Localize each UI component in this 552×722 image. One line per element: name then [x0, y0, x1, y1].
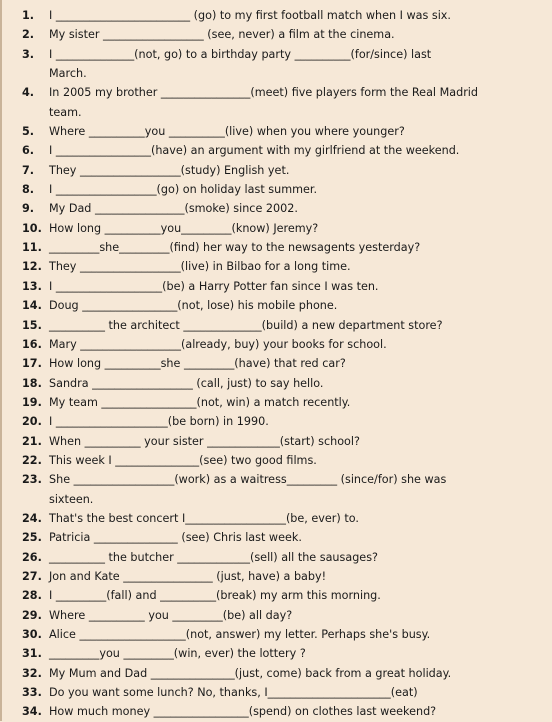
item-number: 6. — [22, 144, 35, 158]
exercise-item — [22, 354, 538, 373]
exercise-item — [22, 83, 538, 102]
exercise-item — [22, 509, 538, 528]
item-continuation: March. — [49, 67, 87, 81]
exercise-item — [22, 238, 538, 257]
item-continuation: team. — [49, 105, 82, 119]
item-sentence: Where __________ you _________(be) all day? — [49, 608, 293, 622]
item-sentence: I _________(fall) and __________(break) my arm this morning. — [49, 589, 381, 603]
item-number: 5. — [22, 125, 35, 139]
item-number: 3. — [22, 47, 35, 61]
item-number: 31. — [22, 647, 42, 661]
exercise-item — [22, 219, 538, 238]
item-number: 17. — [22, 357, 42, 371]
item-sentence: My Mum and Dad _______________(just, come) back from a great holiday. — [49, 666, 452, 680]
item-sentence: My team _________________(not, win) a match recently. — [49, 395, 351, 409]
item-number: 16. — [22, 337, 42, 351]
item-number: 8. — [22, 183, 35, 197]
item-sentence: I ______________(not, go) to a birthday party __________(for/since) last — [49, 47, 432, 61]
item-sentence: When __________ your sister _____________(start) school? — [49, 434, 360, 448]
item-sentence: This week I _______________(see) two good films. — [49, 453, 317, 467]
exercise-item — [22, 567, 538, 586]
item-number: 25. — [22, 531, 42, 545]
item-number: 11. — [22, 241, 42, 255]
item-continuation: sixteen. — [49, 492, 94, 506]
exercise-item — [22, 316, 538, 335]
item-sentence: I _________________(have) an argument with my girlfriend at the weekend. — [49, 144, 460, 158]
exercise-item — [22, 412, 538, 431]
item-number: 26. — [22, 550, 42, 564]
item-sentence: They __________________(study) English yet. — [49, 163, 290, 177]
item-sentence: My Dad ________________(smoke) since 2002. — [49, 202, 298, 216]
exercise-item — [22, 122, 538, 141]
item-number: 15. — [22, 318, 42, 332]
item-sentence: I ____________________(be born) in 1990. — [49, 415, 269, 429]
exercise-item — [22, 683, 538, 702]
item-sentence: Do you want some lunch? No, thanks, I______________________(eat) — [49, 686, 418, 700]
exercise-item — [22, 586, 538, 605]
item-number: 30. — [22, 628, 42, 641]
item-number: 22. — [22, 453, 42, 467]
item-sentence: That's the best concert I__________________(be, ever) to. — [49, 511, 359, 525]
exercise-item — [22, 335, 538, 354]
item-number: 24. — [22, 511, 42, 525]
item-sentence: I __________________(go) on holiday last summer. — [49, 183, 318, 197]
item-sentence: They __________________(live) in Bilbao for a long time. — [49, 260, 351, 274]
exercise-item — [22, 161, 538, 180]
item-number: 28. — [22, 589, 42, 603]
item-number: 27. — [22, 569, 42, 583]
item-sentence: Alice ___________________(not, answer) my letter. Perhaps she's busy. — [49, 628, 431, 641]
exercise-item — [22, 664, 538, 683]
item-number: 33. — [22, 686, 42, 700]
exercise-item — [22, 45, 538, 64]
item-number: 9. — [22, 202, 35, 216]
item-number: 10. — [22, 221, 42, 235]
exercise-item — [22, 644, 538, 663]
item-number: 34. — [22, 705, 42, 719]
exercise-item — [22, 528, 538, 547]
exercise-item — [22, 606, 538, 625]
item-sentence: Patricia _______________ (see) Chris last week. — [49, 531, 302, 545]
exercise-item — [22, 199, 538, 218]
item-number: 1. — [22, 9, 35, 22]
item-sentence: In 2005 my brother ________________(meet) five players form the Real Madrid — [49, 86, 479, 100]
item-sentence: I ________________________ (go) to my first football match when I was six. — [49, 9, 451, 22]
item-sentence: My sister __________________ (see, never) a film at the cinema. — [49, 28, 395, 42]
exercise-item — [22, 625, 538, 644]
exercise-item — [22, 180, 538, 199]
item-number: 7. — [22, 163, 35, 177]
item-number: 13. — [22, 279, 42, 293]
item-number: 12. — [22, 260, 42, 274]
item-sentence: _________you _________(win, ever) the lottery ? — [49, 647, 306, 661]
exercise-item — [22, 451, 538, 470]
item-sentence: She __________________(work) as a waitress_________ (since/for) she was — [49, 473, 447, 487]
item-sentence: Mary __________________(already, buy) your books for school. — [49, 337, 387, 351]
exercise-item — [22, 257, 538, 276]
item-sentence: How long __________she _________(have) that red car? — [49, 357, 346, 371]
item-sentence: __________ the butcher _____________(sell) all the sausages? — [49, 550, 378, 564]
item-number: 2. — [22, 28, 35, 42]
item-sentence: Sandra __________________ (call, just) to say hello. — [49, 376, 324, 390]
exercise-item — [22, 470, 538, 489]
item-number: 14. — [22, 299, 42, 313]
exercise-item — [22, 548, 538, 567]
exercise-item — [22, 702, 538, 721]
item-number: 23. — [22, 473, 42, 487]
exercise-item — [22, 432, 538, 451]
exercise-item — [22, 141, 538, 160]
item-number: 32. — [22, 666, 42, 680]
item-sentence: How much money _________________(spend) on clothes last weekend? — [49, 705, 437, 719]
item-number: 21. — [22, 434, 42, 448]
item-sentence: _________she_________(find) her way to the newsagents yesterday? — [49, 241, 421, 255]
item-sentence: __________ the architect ______________(build) a new department store? — [49, 318, 443, 332]
item-number: 29. — [22, 608, 42, 622]
item-sentence: I ___________________(be) a Harry Potter fan since I was ten. — [49, 279, 379, 293]
item-sentence: Jon and Kate ________________ (just, have) a baby! — [49, 569, 327, 583]
exercise-item — [22, 25, 538, 44]
item-sentence: Where __________you __________(live) when you where younger? — [49, 125, 405, 139]
exercise-item — [22, 6, 538, 25]
item-number: 4. — [22, 86, 35, 100]
item-number: 19. — [22, 395, 42, 409]
item-sentence: Doug _________________(not, lose) his mobile phone. — [49, 299, 338, 313]
exercise-item — [22, 277, 538, 296]
exercise-item — [22, 393, 538, 412]
item-sentence: How long __________you_________(know) Jeremy? — [49, 221, 319, 235]
item-number: 18. — [22, 376, 42, 390]
exercise-item — [22, 296, 538, 315]
item-number: 20. — [22, 415, 42, 429]
exercise-item — [22, 374, 538, 393]
